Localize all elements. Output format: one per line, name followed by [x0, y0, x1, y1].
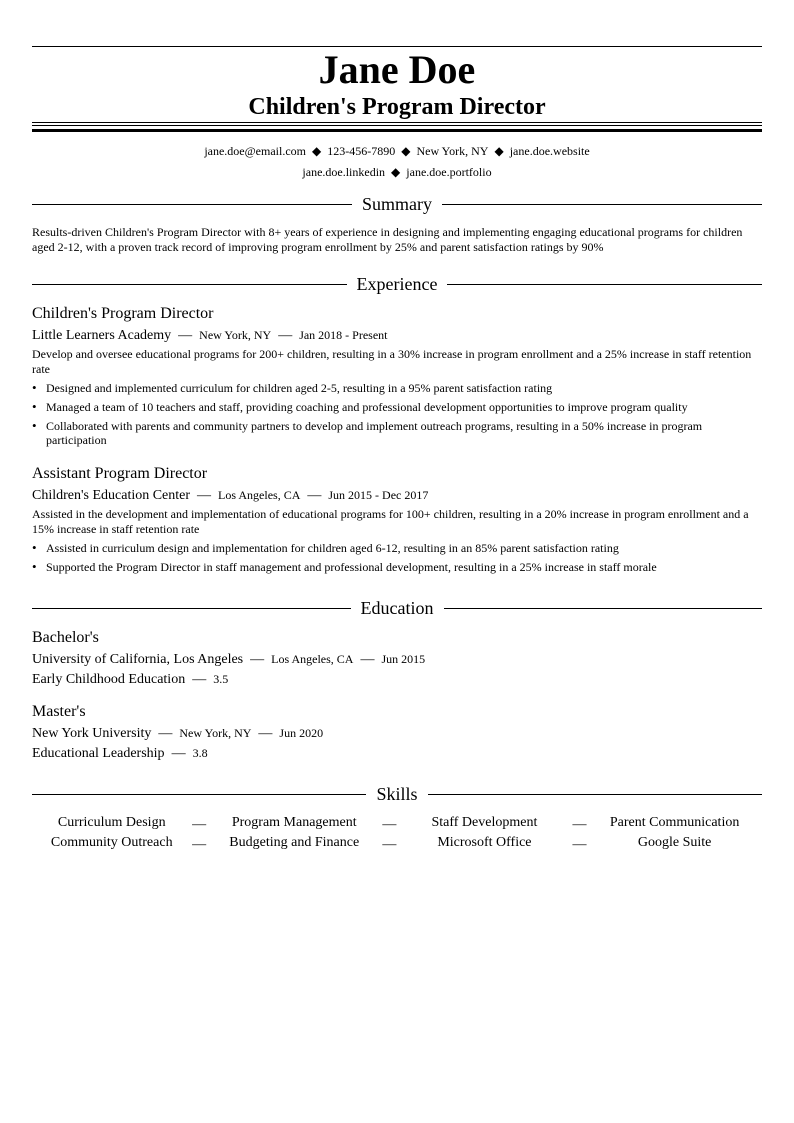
list-item — [32, 560, 762, 574]
job-dates: Jun 2015 - Dec 2017 — [328, 488, 429, 502]
school-name: New York University — [32, 726, 152, 741]
gpa: 3.8 — [192, 746, 208, 760]
bullet-icon: • — [32, 559, 37, 574]
header-rule-3 — [32, 129, 762, 132]
dash-separator: — — [192, 817, 207, 832]
job-description: Assisted in the development and implementation of educational programs for 100+ children, resulting in a 20% increase in program enrollment and a 15% increase in staff retention rate — [32, 507, 749, 536]
job-role: Children's Program Director — [32, 305, 214, 322]
dash-separator: — — [278, 328, 293, 343]
job-location: Los Angeles, CA — [218, 488, 301, 502]
skill-item: Staff Development — [431, 815, 538, 830]
job-role: Assistant Program Director — [32, 465, 208, 482]
bullet-icon: • — [32, 399, 37, 414]
dash-separator: — — [258, 726, 273, 741]
education-heading — [32, 596, 762, 620]
degree-title: Master's — [32, 703, 86, 720]
job-location: New York, NY — [199, 328, 272, 342]
candidate-title: Children's Program Director — [248, 94, 546, 120]
bullet-icon: • — [32, 418, 37, 433]
summary-heading-label: Summary — [362, 194, 432, 214]
diamond-icon: ◆ — [494, 144, 504, 158]
dash-separator: — — [307, 488, 322, 503]
dash-separator: — — [158, 726, 173, 741]
education-heading-label: Education — [360, 598, 434, 618]
skill-item: Google Suite — [637, 835, 712, 850]
header-rule-2 — [32, 125, 762, 126]
job-org-line — [32, 486, 428, 505]
skill-item: Budgeting and Finance — [229, 835, 360, 850]
diamond-icon: ◆ — [401, 144, 411, 158]
gpa: 3.5 — [213, 672, 229, 686]
dash-separator: — — [192, 837, 207, 852]
contact-line-1 — [32, 143, 762, 159]
job-company: Children's Education Center — [32, 488, 191, 503]
job-dates: Jan 2018 - Present — [299, 328, 388, 342]
dash-separator: — — [178, 328, 193, 343]
experience-heading-label: Experience — [356, 274, 438, 294]
bullet-icon: • — [32, 380, 37, 395]
school-line — [32, 724, 323, 743]
contact-line-2 — [32, 164, 762, 180]
bullet-text: Collaborated with parents and community partners to develop and implement outreach programs, resulting in a 50% increase in program participation — [46, 419, 703, 447]
degree-title: Bachelor's — [32, 629, 99, 646]
skill-item: Program Management — [231, 815, 357, 830]
school-line — [32, 650, 425, 669]
job-company: Little Learners Academy — [32, 328, 172, 343]
contact-location: New York, NY — [416, 144, 489, 158]
diamond-icon: ◆ — [312, 144, 322, 158]
skill-item: Microsoft Office — [437, 835, 532, 850]
list-item — [32, 400, 762, 414]
school-name: University of California, Los Angeles — [32, 652, 244, 667]
field-of-study: Educational Leadership — [32, 746, 165, 761]
diamond-icon: ◆ — [391, 165, 401, 179]
dash-separator: — — [360, 652, 375, 667]
skill-item: Community Outreach — [50, 835, 173, 850]
skills-heading-label: Skills — [376, 784, 418, 804]
list-item — [32, 419, 762, 447]
bullet-text: Managed a team of 10 teachers and staff, providing coaching and professional development opportunities to improve program quality — [46, 400, 688, 414]
graduation-date: Jun 2015 — [381, 652, 426, 666]
skills-row — [32, 833, 762, 853]
contact-website[interactable]: jane.doe.website — [509, 144, 590, 158]
bullet-text: Designed and implemented curriculum for children aged 2-5, resulting in a 95% parent satisfaction rating — [46, 381, 553, 395]
job-bullets — [32, 541, 762, 579]
job-org-line — [32, 326, 388, 345]
dash-separator: — — [572, 837, 587, 852]
candidate-name: Jane Doe — [318, 47, 476, 92]
job-bullets — [32, 381, 762, 452]
experience-heading — [32, 272, 762, 296]
skill-item: Curriculum Design — [57, 815, 166, 830]
bullet-text: Assisted in curriculum design and implementation for children aged 6-12, resulting in an 85% parent satisfaction rating — [46, 541, 619, 555]
skills-row — [32, 813, 762, 833]
job-description: Develop and oversee educational programs for 200+ children, resulting in a 30% increase in program enrollment and a 25% increase in staff retention rate — [32, 347, 752, 376]
skills-grid — [32, 813, 762, 853]
field-line — [32, 744, 208, 763]
dash-separator: — — [171, 746, 186, 761]
contact-portfolio[interactable]: jane.doe.portfolio — [406, 165, 492, 179]
list-item — [32, 381, 762, 395]
field-of-study: Early Childhood Education — [32, 672, 186, 687]
school-location: New York, NY — [179, 726, 252, 740]
contact-linkedin[interactable]: jane.doe.linkedin — [302, 165, 386, 179]
graduation-date: Jun 2020 — [279, 726, 324, 740]
contact-email[interactable]: jane.doe@email.com — [204, 144, 306, 158]
dash-separator: — — [192, 672, 207, 687]
dash-separator: — — [572, 817, 587, 832]
skill-item: Parent Communication — [609, 815, 740, 830]
bullet-icon: • — [32, 540, 37, 555]
contact-phone[interactable]: 123-456-7890 — [327, 144, 396, 158]
dash-separator: — — [382, 817, 397, 832]
skills-heading — [32, 782, 762, 806]
summary-text: Results-driven Children's Program Director with 8+ years of experience in designing and implementing engaging educational programs for children aged 2-12, with a proven track record of improving program enrollment by 25% and parent satisfaction ratings by 90% — [32, 225, 743, 254]
summary-heading — [32, 192, 762, 216]
school-location: Los Angeles, CA — [271, 652, 354, 666]
header-rule-1 — [32, 122, 762, 123]
dash-separator: — — [197, 488, 212, 503]
list-item — [32, 541, 762, 555]
bullet-text: Supported the Program Director in staff management and professional development, resulting in a 25% increase in staff morale — [46, 560, 657, 574]
field-line — [32, 670, 228, 689]
dash-separator: — — [250, 652, 265, 667]
dash-separator: — — [382, 837, 397, 852]
